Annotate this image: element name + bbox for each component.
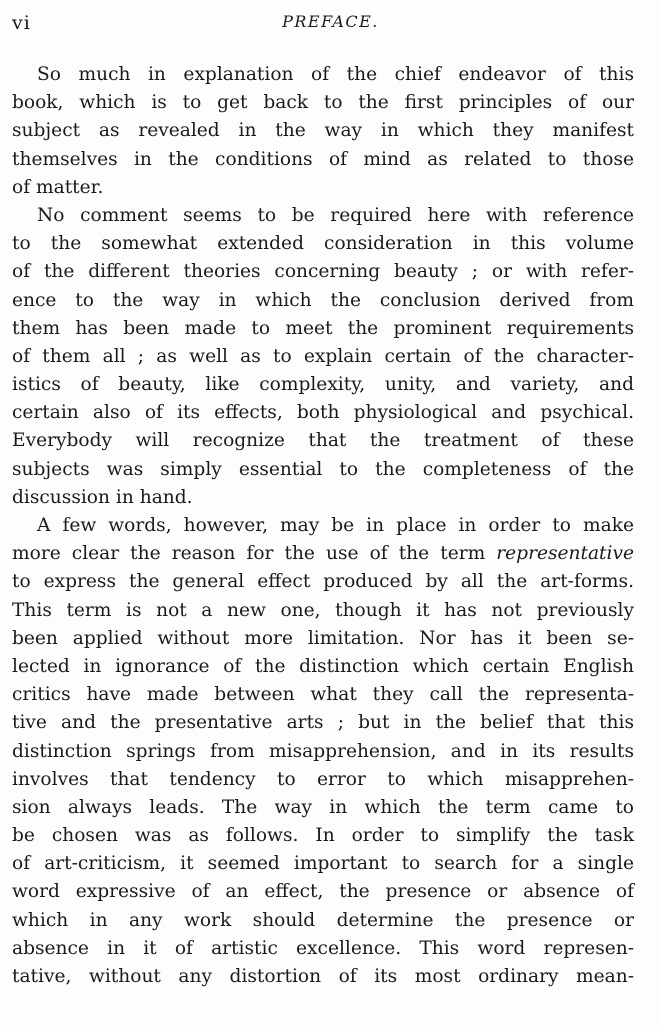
text-line: tive and the presentative arts ; but in the belief that this [12,712,634,734]
text-line: subject as revealed in the way in which they manifest [12,120,634,142]
text-line: of matter. [12,176,104,198]
text-line: been applied without more limitation. Nor has it been se- [12,627,634,649]
text-line: This term is not a new one, though it has not previously [12,599,634,621]
text-line: sion always leads. The way in which the term came to [12,796,634,818]
text-line: them has been made to meet the prominent requirements [12,317,634,339]
text-line: word expressive of an effect, the presence or absence of [12,881,634,903]
text-line: istics of beauty, like complexity, unity, and variety, and [12,374,634,396]
text-line: Everybody will recognize that the treatment of these [12,430,634,452]
paragraph [12,202,634,512]
line-text: more clear the reason for the use of the term [12,543,486,565]
text-line: themselves in the conditions of mind as related to those [12,148,634,170]
text-line: book, which is to get back to the first principles of our [12,92,634,114]
text-line: certain also of its effects, both physiological and psychical. [12,402,634,424]
text-line: involves that tendency to error to which misapprehen- [12,768,634,790]
text-line: absence in it of artistic excellence. This word represen- [12,937,634,959]
text-line: No comment seems to be required here with reference [37,204,634,226]
text-line: tative, without any distortion of its most ordinary mean- [12,966,634,987]
text-line: of art-criticism, it seemed important to search for a single [12,853,634,875]
text-line: So much in explanation of the chief endeavor of this [37,64,634,85]
text-line: distinction springs from misapprehension, and in its results [12,740,634,762]
body-text [12,61,634,991]
page-header [12,12,649,40]
text-line: A few words, however, may be in place in order to make [37,515,634,536]
text-line: discussion in hand. [12,486,193,508]
text-line: of them all ; as well as to explain certain of the character- [12,345,634,367]
paragraph [12,61,634,202]
text-line: subjects was simply essential to the completeness of the [12,458,634,480]
emphasized-term: representative [496,543,634,565]
page-number: vi [12,12,31,34]
text-line: to express the general effect produced by all the art-forms. [12,571,634,593]
text-line: be chosen was as follows. In order to simplify the task [12,825,634,847]
text-line: ence to the way in which the conclusion derived from [12,289,634,311]
text-line [12,540,634,568]
paragraph [12,512,634,991]
text-line: which in any work should determine the presence or [12,909,634,931]
running-title: PREFACE. [282,12,379,31]
text-line: lected in ignorance of the distinction which certain English [12,655,634,677]
text-line: to the somewhat extended consideration in this volume [12,233,634,255]
text-line: of the different theories concerning beauty ; or with refer- [12,261,634,283]
text-line: critics have made between what they call the representa- [12,684,634,706]
